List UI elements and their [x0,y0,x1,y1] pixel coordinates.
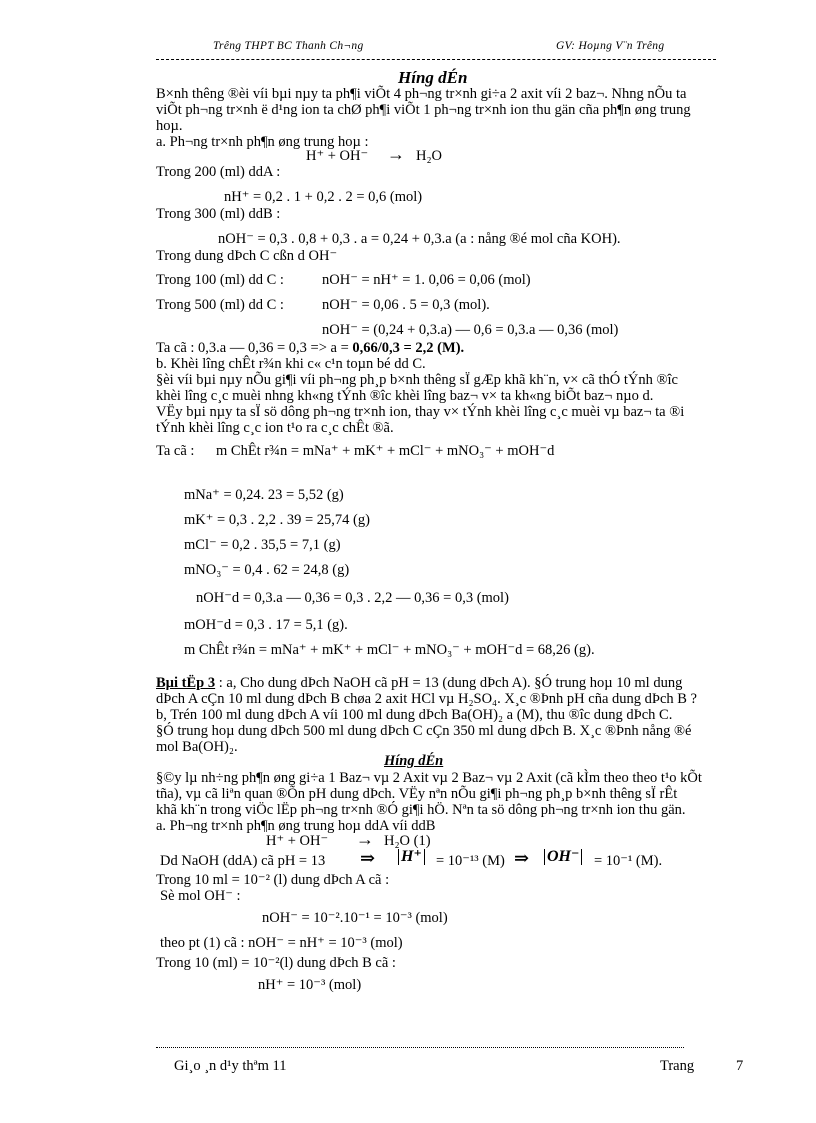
para-2-line-1: §èi víi bµi nµy nÕu gi¶i víi ph¬ng ph¸p b×nh thêng sÏ gÆp khã kh¨n, v× cã thÓ tÝnh ®îc [156,372,678,388]
trong-300-ml: Trong 300 (ml) ddB : [156,206,281,222]
mass-no3: mNO₃⁻ = 0,4 . 62 = 24,8 (g) [184,562,350,578]
mass-total: m ChÊt r¾n = mNa⁺ + mK⁺ + mCl⁻ + mNO₃⁻ + mOH⁻d = 68,26 (g). [184,642,595,658]
part-b-heading: b. Khèi lîng chÊt r¾n khi c« c¹n toµn bé dd C. [156,356,426,372]
n-oh-d: nOH⁻d = 0,3.a — 0,36 = 0,3 . 2,2 — 0,36 = 0,3 (mol) [196,590,509,606]
eq2-arrow: → [356,829,374,849]
trong-dd-c: Trong dung dÞch C cßn d OH⁻ [156,248,338,264]
h-concentration-bracket: H⁺ [398,849,425,865]
oh-concentration-bracket: OH⁻ [544,849,582,865]
trong-100-ml: Trong 100 (ml) dd C : [156,272,284,288]
h-concentration-value: = 10⁻¹³ (M) [436,853,505,869]
para-3-line-3: khã kh¨n trong viÖc lËp ph¬ng tr×nh ®Ó gi¶i hÖ. Nªn ta sö dông ph¬ng tr×nh ion thu gän. [156,802,686,818]
mass-na: mNa⁺ = 0,24. 23 = 5,52 (g) [184,487,344,503]
mass-ta-co: Ta cã : [156,443,195,459]
nH-calculation: nH⁺ = 0,2 . 1 + 0,2 . 2 = 0,6 (mol) [224,189,423,205]
bai-tap-3-line-1 [156,675,682,691]
footer-title: Gi¸o ¸n d¹y thªm 11 [174,1058,287,1074]
bai-tap-3-text-1: : a, Cho dung dÞch NaOH cã pH = 13 (dung dÞch A). §Ó trung hoµ 10 ml dung [215,675,683,691]
footer-page-number: 7 [736,1058,744,1074]
header-school: Trêng THPT BC Thanh Ch¬ng [213,40,364,52]
bai-tap-3-label: Bµi tËp 3 [156,675,216,691]
nOH-remaining: nOH⁻ = (0,24 + 0,3.a) — 0,6 = 0,3.a — 0,36 (mol) [322,322,619,338]
ph-implies-2: ⇒ [514,848,530,868]
theo-pt-line: theo pt (1) cã : nOH⁻ = nH⁺ = 10⁻³ (mol) [160,935,403,951]
ta-co-result: 0,66/0,3 = 2,2 (M). [352,340,465,356]
para-2-line-3: VËy bµi nµy ta sÏ sö dông ph¬ng tr×nh ion, thay v× tÝnh khèi lîng c¸c muèi vµ baz¬ ta ®i [156,404,685,420]
header-teacher: GV: Hoµng V¨n Trêng [556,40,665,52]
ph-prefix: Dd NaOH (ddA) cã pH = 13 [160,853,326,869]
trong-10-ml-a: Trong 10 ml = 10⁻² (l) dung dÞch A cã : [156,872,390,888]
ph-implies-1: ⇒ [360,848,376,868]
section-title-2: Híng dÉn [384,753,444,769]
header-divider [156,59,716,60]
para-1-line-1: B×nh thêng ®èi víi bµi nµy ta ph¶i viÕt 4 ph¬ng tr×nh gi÷a 2 axit víi 2 baz¬. Nhng nÕu ta [156,86,687,102]
section-title-1: Híng dÉn [398,68,468,87]
neutral-eq-right: H₂O [416,148,442,164]
ta-co-text: Ta cã : 0,3.a — 0,36 = 0,3 => a = [156,340,349,356]
footer-divider [156,1047,684,1048]
para-3-line-2: tña), vµ cã liªn quan ®Õn pH dung dÞch. VËy nªn nÕu gi¶i ph¬ng ph¸p b×nh thêng sÏ rÊt [156,786,678,802]
so-mol-oh: Sè mol OH⁻ : [160,888,241,904]
mass-k: mK⁺ = 0,3 . 2,2 . 39 = 25,74 (g) [184,512,370,528]
m-oh-d: mOH⁻d = 0,3 . 17 = 5,1 (g). [184,617,348,633]
n-oh-calc: nOH⁻ = 10⁻².10⁻¹ = 10⁻³ (mol) [262,910,448,926]
trong-200-ml: Trong 200 (ml) ddA : [156,164,281,180]
eq2-right: H₂O (1) [384,833,431,849]
bai-tap-3-line-3: b, Trén 100 ml dung dÞch A víi 100 ml dung dÞch Ba(OH)₂ a (M), thu ®îc dung dÞch C. [156,707,673,723]
para-2-line-2: khèi lîng c¸c muèi nhng kh«ng tÝnh ®îc khèi lîng baz¬ v× ta kh«ng biÕt baz¬ nµo d. [156,388,654,404]
para-2-line-4: tÝnh khèi lîng c¸c ion t¹o ra c¸c chÊt ®ã. [156,420,394,436]
reaction-arrow: → [387,144,405,164]
mass-sum-expression: m ChÊt r¾n = mNa⁺ + mK⁺ + mCl⁻ + mNO₃⁻ + mOH⁻d [216,443,555,459]
trong-10-ml-b: Trong 10 (ml) = 10⁻²(l) dung dÞch B cã : [156,955,396,971]
n-h-calc: nH⁺ = 10⁻³ (mol) [258,977,362,993]
mass-cl: mCl⁻ = 0,2 . 35,5 = 7,1 (g) [184,537,341,553]
bai-tap-3-line-2: dÞch A cÇn 10 ml dung dÞch B chøa 2 axit HCl vµ H₂SO₄. X¸c ®Þnh pH cña dung dÞch B ? [156,691,697,707]
trong-500-eq: nOH⁻ = 0,06 . 5 = 0,3 (mol). [322,297,490,313]
footer-trang: Trang [660,1058,695,1074]
para-3-line-1: §©y lµ nh÷ng ph¶n øng gi÷a 1 Baz¬ vµ 2 Axit vµ 2 Baz¬ vµ 2 Axit (cã kÌm theo theo t¹o kÕt [156,770,702,786]
para-1-line-3: hoµ. [156,118,183,134]
para-3-line-4: a. Ph¬ng tr×nh ph¶n øng trung hoµ ddA víi ddB [156,818,436,834]
oh-concentration-value: = 10⁻¹ (M). [594,853,663,869]
para-1-line-2: viÕt ph¬ng tr×nh ë d¹ng ion ta chØ ph¶i viÕt 1 ph¬ng tr×nh ion thu gän cña ph¶n øng trung [156,102,691,118]
trong-500-ml: Trong 500 (ml) dd C : [156,297,284,313]
trong-100-eq: nOH⁻ = nH⁺ = 1. 0,06 = 0,06 (mol) [322,272,531,288]
nOH-calculation: nOH⁻ = 0,3 . 0,8 + 0,3 . a = 0,24 + 0,3.a (a : nång ®é mol cña KOH). [218,231,621,247]
ta-co-line [156,340,464,356]
eq2-left: H⁺ + OH⁻ [266,833,329,849]
bai-tap-3-line-5: mol Ba(OH)₂. [156,739,238,755]
neutral-eq-left: H⁺ + OH⁻ [306,148,369,164]
part-a-heading: a. Ph¬ng tr×nh ph¶n øng trung hoµ : [156,134,369,150]
bai-tap-3-line-4: §Ó trung hoµ dung dÞch 500 ml dung dÞch C cÇn 350 ml dung dÞch B. X¸c ®Þnh nång ®é [156,723,692,739]
